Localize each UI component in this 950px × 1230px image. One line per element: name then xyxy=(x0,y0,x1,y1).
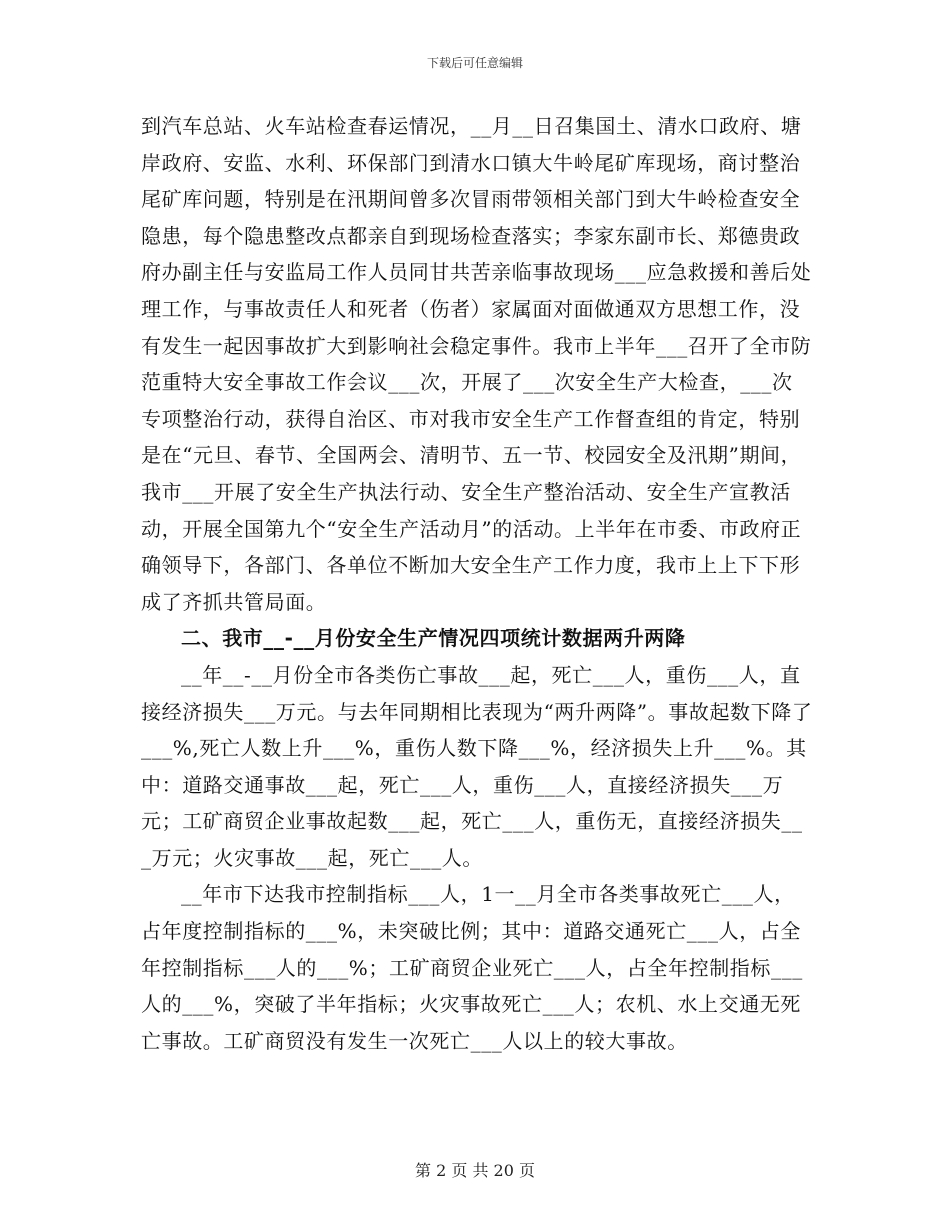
paragraph-safety-work-summary: 到汽车总站、火车站检查春运情况，__月__日召集国土、清水口政府、塘岸政府、安监、水利、环保部门到清水口镇大牛岭尾矿库现场，商讨整治尾矿库问题，特别是在汛期间曾多次冒雨带领相关部门到大牛岭检查安全隐患，每个隐患整改点都亲自到现场检查落实；李家东副市长、郑德贵政府办副主任与安监局工作人员同甘共苦亲临事故现场___应急救援和善后处理工作，与事故责任人和死者（伤者）家属面对面做通双方思想工作，没有发生一起因事故扩大到影响社会稳定事件。我市上半年___召开了全市防范重特大安全事故工作会议___次，开展了___次安全生产大检查，___次专项整治行动，获得自治区、市对我市安全生产工作督查组的肯定，特别是在“元旦、春节、全国两会、清明节、五一节、校园安全及汛期”期间，我市___开展了安全生产执法行动、安全生产整治活动、安全生产宣教活动，开展全国第九个“安全生产活动月”的活动。上半年在市委、市政府正确领导下，各部门、各单位不断加大安全生产工作力度，我市上上下下形成了齐抓共管局面。 xyxy=(141,114,812,614)
section-heading-statistics: 二、我市__-__月份安全生产情况四项统计数据两升两降 xyxy=(181,626,686,651)
document-body xyxy=(141,108,813,1059)
paragraph-control-indicators: __年市下达我市控制指标___人，1一__月全市各类事故死亡___人，占年度控制指标的___%，未突破比例；其中：道路交通死亡___人，占全年控制指标___人的___%；工矿商贸企业死亡___人，占全年控制指标___人的___%，突破了半年指标；火灾事故死亡___人；农机、水上交通无死亡事故。工矿商贸没有发生一次死亡___人以上的较大事故。 xyxy=(141,882,803,1053)
page-number-footer: 第 2 页 共 20 页 xyxy=(415,1161,535,1180)
page-header-note: 下载后可任意编辑 xyxy=(426,56,523,70)
paragraph-accident-statistics: __年__-__月份全市各类伤亡事故___起，死亡___人，重伤___人，直接经济损失___万元。与去年同期相比表现为“两升两降”。事故起数下降了___%,死亡人数上升___%，重伤人数下降___%，经济损失上升___%。其中：道路交通事故___起，死亡___人，重伤___人，直接经济损失___万元；工矿商贸企业事故起数___起，死亡___人，重伤无，直接经济损失___万元；火灾事故___起，死亡___人。 xyxy=(141,662,813,870)
